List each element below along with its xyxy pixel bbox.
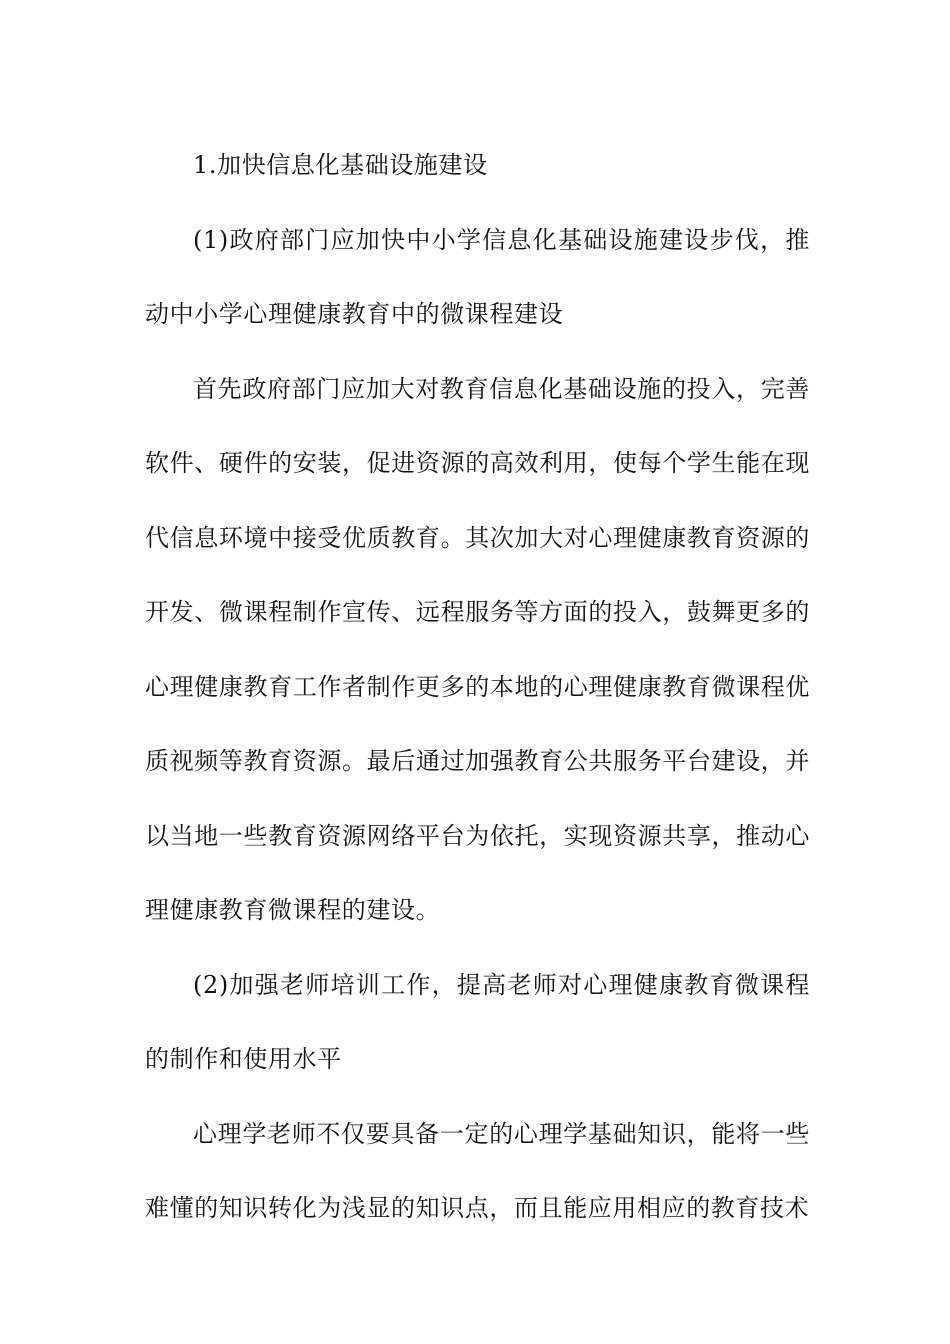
section-heading: 1.加快信息化基础设施建设: [193, 151, 488, 179]
body-paragraph-1: 首先政府部门应加大对教育信息化基础设施的投入，完善软件、硬件的安装，促进资源的高效利用，使每个学生能在现代信息环境中接受优质教育。其次加大对心理健康教育资源的开发、微课程制作宣传、远程服务等方面的投入，鼓舞更多的心理健康教育工作者制作更多的本地的心理健康教育微课程优质视频等教育资源。最后通过加强教育公共服务平台建设，并以当地一些教育资源网络平台为依托，实现资源共享，推动心理健康教育微课程的建设。: [145, 374, 810, 924]
subsection-heading-1: (1)政府部门应加快中小学信息化基础设施建设步伐，推动中小学心理健康教育中的微课程建设: [145, 225, 810, 328]
document-body: [145, 128, 810, 1246]
body-paragraph-2: 心理学老师不仅要具备一定的心理学基础知识，能将一些难懂的知识转化为浅显的知识点，而且能应用相应的教育技术: [145, 1119, 810, 1222]
subsection-heading-2: (2)加强老师培训工作，提高老师对心理健康教育微课程的制作和使用水平: [145, 970, 810, 1073]
